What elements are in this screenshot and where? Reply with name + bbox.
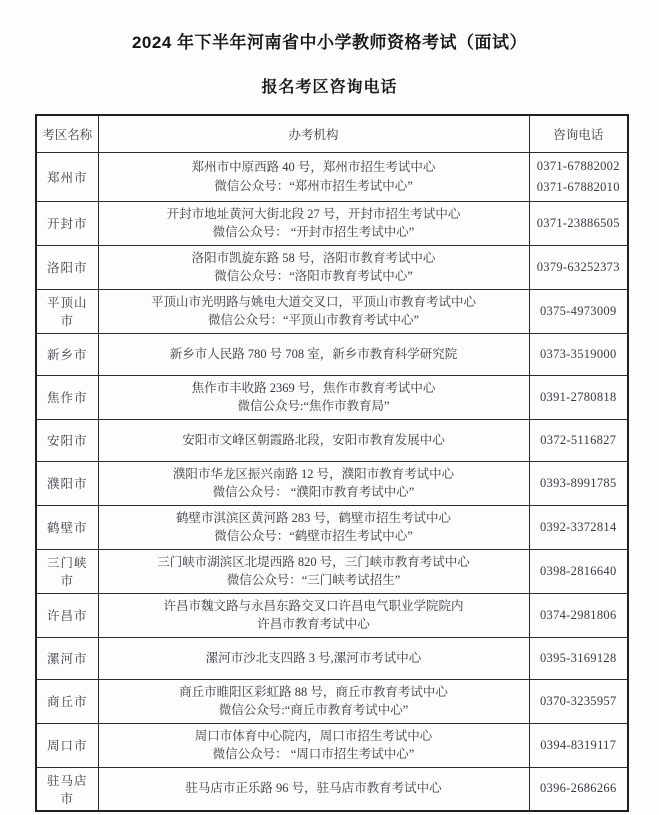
agency-cell xyxy=(98,549,529,593)
phone-number: 0371-67882002 xyxy=(536,158,620,173)
agency-cell xyxy=(98,637,529,679)
agency-cell xyxy=(98,289,529,333)
phone-cell xyxy=(529,767,628,811)
district-cell: 许昌市 xyxy=(36,593,98,637)
district-cell: 郑州市 xyxy=(36,152,98,201)
table-row xyxy=(36,593,628,637)
table-row xyxy=(36,245,628,289)
phone-number: 0374-2981806 xyxy=(539,607,617,622)
district-cell: 漯河市 xyxy=(36,637,98,679)
table-row xyxy=(36,152,628,201)
district-cell: 安阳市 xyxy=(36,419,98,461)
phone-cell xyxy=(529,375,628,419)
phone-cell xyxy=(529,723,628,767)
district-cell: 鹤壁市 xyxy=(36,505,98,549)
header-row xyxy=(36,115,628,152)
document-subtitle: 报名考区咨询电话 xyxy=(261,79,398,96)
agency-line: 漯河市沙北支四路 3 号,漯河市考试中心 xyxy=(205,650,422,665)
phone-number: 0391-2780818 xyxy=(539,389,617,404)
phone-number: 0370-3235957 xyxy=(539,693,617,708)
agency-line: 商丘市睢阳区彩虹路 88 号，商丘市教育考试中心 xyxy=(179,684,448,699)
phone-number: 0375-4973009 xyxy=(539,303,617,318)
district-cell: 商丘市 xyxy=(36,679,98,723)
phone-number: 0392-3372814 xyxy=(539,519,617,534)
table-header xyxy=(36,115,628,152)
phone-cell xyxy=(529,245,628,289)
agency-line: 微信公众号:“焦作市教育局” xyxy=(237,399,390,413)
table-row xyxy=(36,289,628,333)
phone-number: 0371-23886505 xyxy=(536,215,620,230)
agency-cell xyxy=(98,679,529,723)
phone-number: 0398-2816640 xyxy=(539,563,617,578)
phone-number: 0394-8319117 xyxy=(540,737,617,752)
district-cell: 开封市 xyxy=(36,201,98,245)
table-row xyxy=(36,375,628,419)
agency-cell xyxy=(98,767,529,811)
table-row xyxy=(36,549,628,593)
contact-phone-table xyxy=(35,114,629,812)
agency-line: 微信公众号：“平顶山市教育考试中心” xyxy=(207,313,420,327)
document-title: 2024 年下半年河南省中小学教师资格考试（面试） xyxy=(131,33,528,52)
phone-cell xyxy=(529,679,628,723)
table-row xyxy=(36,723,628,767)
phone-cell xyxy=(529,593,628,637)
phone-cell xyxy=(529,201,628,245)
phone-cell xyxy=(529,505,628,549)
district-cell: 驻马店市 xyxy=(36,767,98,811)
agency-line: 驻马店市正乐路 96 号，驻马店市教育考试中心 xyxy=(185,781,442,796)
header-district: 考区名称 xyxy=(36,115,98,152)
district-cell: 三门峡市 xyxy=(36,549,98,593)
table-row xyxy=(36,637,628,679)
district-cell: 周口市 xyxy=(36,723,98,767)
agency-line: 三门峡市湖滨区北堤西路 820 号，三门峡市教育考试中心 xyxy=(157,554,470,569)
agency-line: 微信公众号：“洛阳市教育考试中心” xyxy=(214,269,413,283)
table-row xyxy=(36,419,628,461)
agency-line: 开封市地址黄河大街北段 27 号，开封市招生考试中心 xyxy=(166,206,461,221)
table-row xyxy=(36,505,628,549)
header-phone: 咨询电话 xyxy=(529,115,628,152)
table-row xyxy=(36,767,628,811)
phone-number: 0379-63252373 xyxy=(536,259,620,274)
agency-line: 微信公众号： “濮阳市教育考试中心” xyxy=(212,485,415,499)
table-body xyxy=(36,152,628,811)
agency-line: 许昌市教育考试中心 xyxy=(257,617,370,631)
phone-cell xyxy=(529,333,628,375)
agency-line: 微信公众号： “周口市招生考试中心” xyxy=(212,747,415,761)
agency-line: 微信公众号： “开封市招生考试中心” xyxy=(212,225,415,239)
phone-cell xyxy=(529,549,628,593)
agency-line: 郑州市中原西路 40 号，郑州市招生考试中心 xyxy=(191,160,436,174)
agency-line: 微信公众号：“三门峡考试招生” xyxy=(226,573,401,587)
phone-number: 0372-5116827 xyxy=(540,432,617,447)
agency-cell xyxy=(98,333,529,375)
district-cell: 洛阳市 xyxy=(36,245,98,289)
agency-line: 洛阳市凯旋东路 58 号，洛阳市教育考试中心 xyxy=(191,250,436,265)
phone-number: 0393-8991785 xyxy=(539,475,617,490)
district-cell: 濮阳市 xyxy=(36,461,98,505)
table-row xyxy=(36,679,628,723)
agency-cell xyxy=(98,152,529,201)
agency-line: 微信公众号：“郑州市招生考试中心” xyxy=(214,178,413,193)
agency-cell xyxy=(98,419,529,461)
table-row xyxy=(36,461,628,505)
district-cell: 新乡市 xyxy=(36,333,98,375)
agency-cell xyxy=(98,201,529,245)
agency-cell xyxy=(98,505,529,549)
phone-cell xyxy=(529,637,628,679)
agency-cell xyxy=(98,723,529,767)
agency-cell xyxy=(98,461,529,505)
agency-line: 微信公众号：“鹤壁市招生考试中心” xyxy=(214,529,413,543)
agency-line: 平顶山市光明路与姚电大道交叉口，平顶山市教育考试中心 xyxy=(150,294,476,309)
agency-line: 微信公众号:“商丘市教育考试中心” xyxy=(218,703,409,717)
phone-cell xyxy=(529,461,628,505)
agency-cell xyxy=(98,375,529,419)
district-cell: 平顶山市 xyxy=(36,289,98,333)
agency-line: 安阳市文峰区朝霞路北段，安阳市教育发展中心 xyxy=(182,432,445,447)
agency-line: 焦作市丰收路 2369 号，焦作市教育考试中心 xyxy=(191,380,436,395)
phone-number: 0373-3519000 xyxy=(539,346,617,361)
phone-number: 0371-67882010 xyxy=(536,179,620,194)
district-cell: 焦作市 xyxy=(36,375,98,419)
phone-cell xyxy=(529,152,628,201)
phone-cell xyxy=(529,289,628,333)
phone-cell xyxy=(529,419,628,461)
agency-line: 许昌市魏文路与永昌东路交叉口许昌电气职业学院院内 xyxy=(163,598,464,613)
phone-number: 0395-3169128 xyxy=(539,650,617,665)
header-agency: 办考机构 xyxy=(98,115,529,152)
agency-line: 周口市体育中心院内，周口市招生考试中心 xyxy=(194,728,433,743)
agency-line: 濮阳市华龙区振兴南路 12 号，濮阳市教育考试中心 xyxy=(172,466,455,481)
agency-line: 新乡市人民路 780 号 708 室，新乡市教育科学研究院 xyxy=(169,346,458,361)
agency-cell xyxy=(98,245,529,289)
phone-number: 0396-2686266 xyxy=(539,781,617,795)
table-row xyxy=(36,333,628,375)
table-row xyxy=(36,201,628,245)
agency-cell xyxy=(98,593,529,637)
agency-line: 鹤壁市淇滨区黄河路 283 号，鹤壁市招生考试中心 xyxy=(175,510,451,525)
